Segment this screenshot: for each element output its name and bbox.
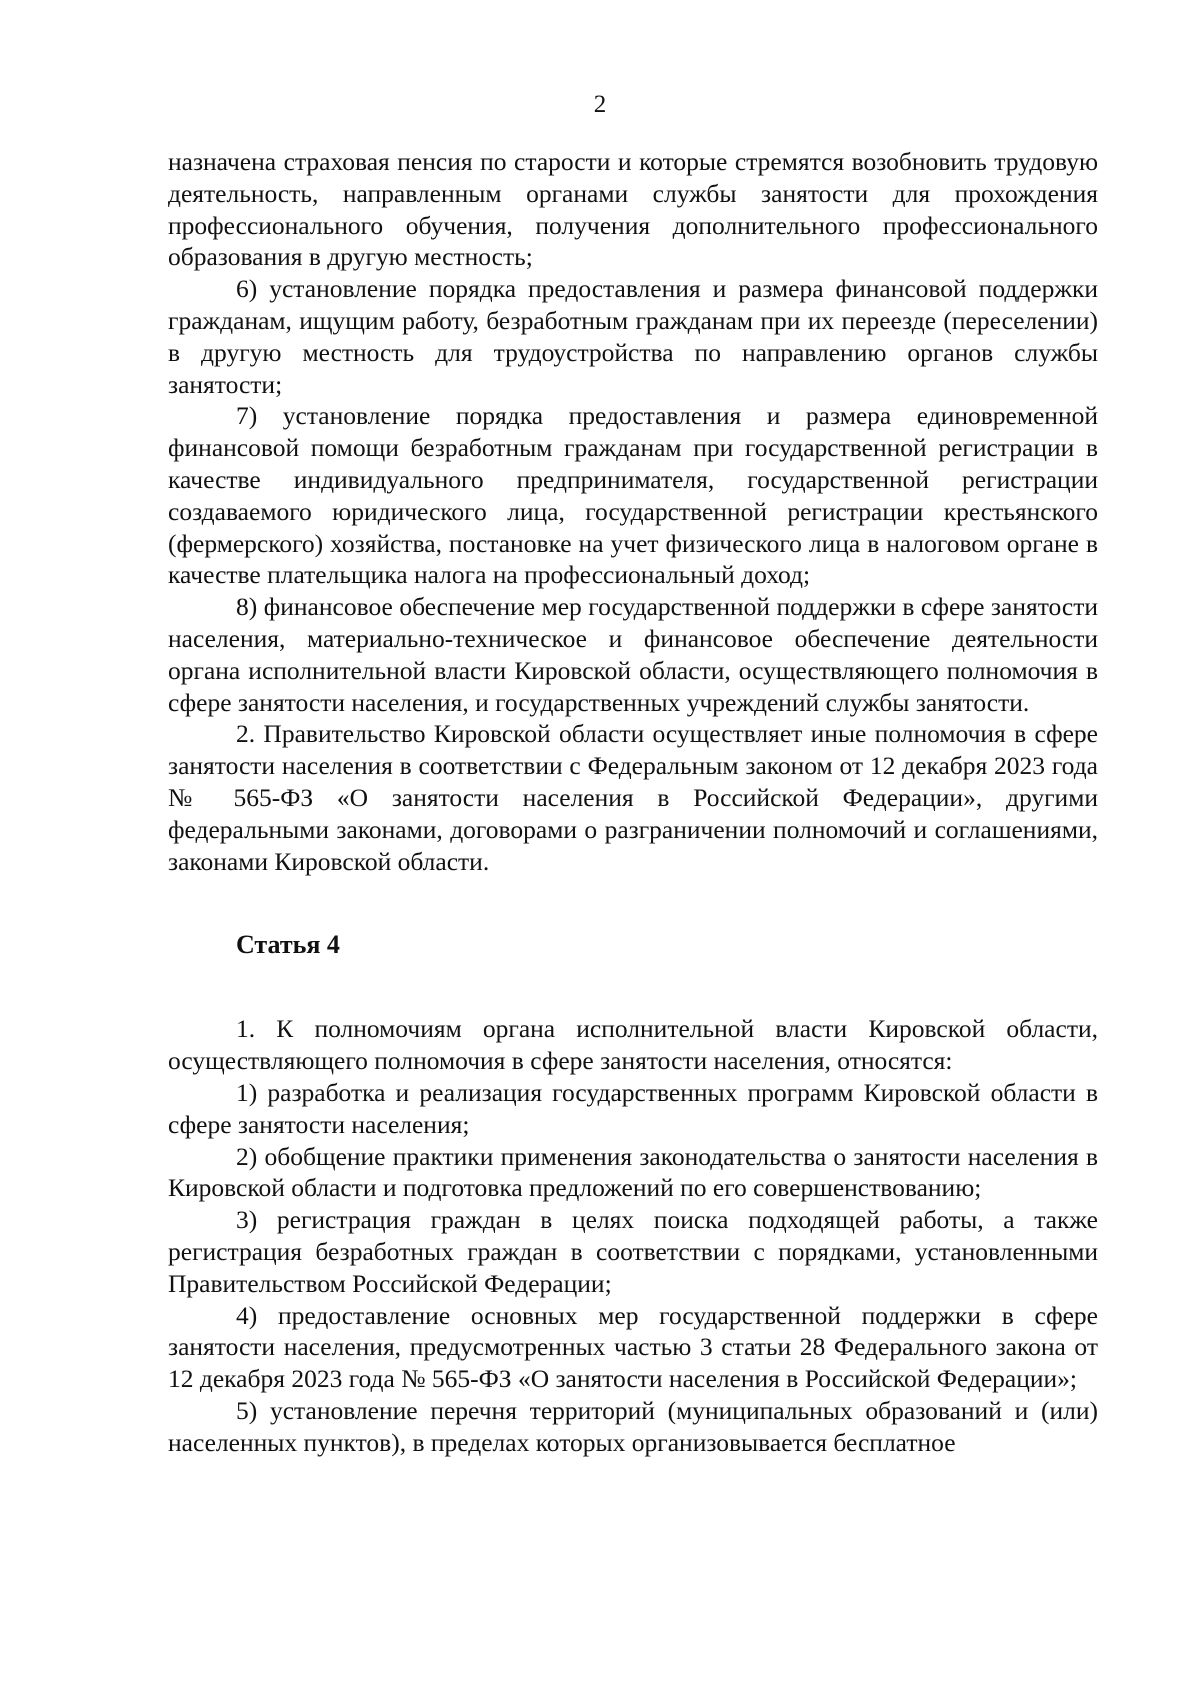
- paragraph-article4-item-3: 3) регистрация граждан в целях поиска подходящей работы, а также регистрация безработных граждан в соответствии с порядками, установленными Правительством Российской Федерации;: [168, 1205, 1098, 1298]
- paragraph-item-7: 7) установление порядка предоставления и размера единовременной финансовой помощи безработным гражданам при государственной регистрации в качестве индивидуального предпринимателя, государственной регистрации создаваемого юридического лица, государственной регистрации крестьянского (фермерского) хозяйства, постановке на учет физического лица в налоговом органе в качестве плательщика налога на профессиональный доход;: [168, 401, 1098, 590]
- paragraph-article4-item-1: 1) разработка и реализация государственных программ Кировской области в сфере занятости населения;: [168, 1077, 1098, 1139]
- paragraph-part-2: 2. Правительство Кировской области осуществляет иные полномочия в сфере занятости населения в соответствии с Федеральным законом от 12 декабря 2023 года № 565-ФЗ «О занятости населения в Российской Федерации», другими федеральными законами, договорами о разграничении полномочий и соглашениями, законами Кировской области.: [168, 719, 1098, 876]
- paragraph-article4-part-1: 1. К полномочиям органа исполнительной власти Кировской области, осуществляющего полномочия в сфере занятости населения, относятся:: [168, 1014, 1098, 1076]
- paragraph-article4-item-4: 4) предоставление основных мер государственной поддержки в сфере занятости населения, предусмотренных частью 3 статьи 28 Федерального закона от 12 декабря 2023 года № 565-ФЗ «О занятости населения в Российской Федерации»;: [168, 1300, 1098, 1394]
- paragraph-item-6: 6) установление порядка предоставления и размера финансовой поддержки гражданам, ищущим работу, безработным гражданам при их переезде (переселении) в другую местность для трудоустройства по направлению органов службы занятости;: [168, 274, 1098, 399]
- paragraph-article4-item-5: 5) установление перечня территорий (муниципальных образований и (или) населенных пунктов), в пределах которых организовывается бесплатное: [168, 1395, 1098, 1457]
- page-number: 2: [593, 91, 607, 118]
- paragraph-item-8: 8) финансовое обеспечение мер государственной поддержки в сфере занятости населения, материально-техническое и финансовое обеспечение деятельности органа исполнительной власти Кировской области, осуществляющего полномочия в сфере занятости населения, и государственных учреждений службы занятости.: [168, 592, 1098, 717]
- article-heading: Статья 4: [236, 930, 340, 960]
- paragraph-continuation: назначена страховая пенсия по старости и которые стремятся возобновить трудовую деятельность, направленным органами службы занятости для прохождения профессионального обучения, получения дополнительного профессионального образования в другую местность;: [168, 147, 1098, 272]
- document-body: [168, 146, 1098, 1458]
- paragraph-article4-item-2: 2) обобщение практики применения законодательства о занятости населения в Кировской области и подготовка предложений по его совершенствованию;: [168, 1141, 1098, 1203]
